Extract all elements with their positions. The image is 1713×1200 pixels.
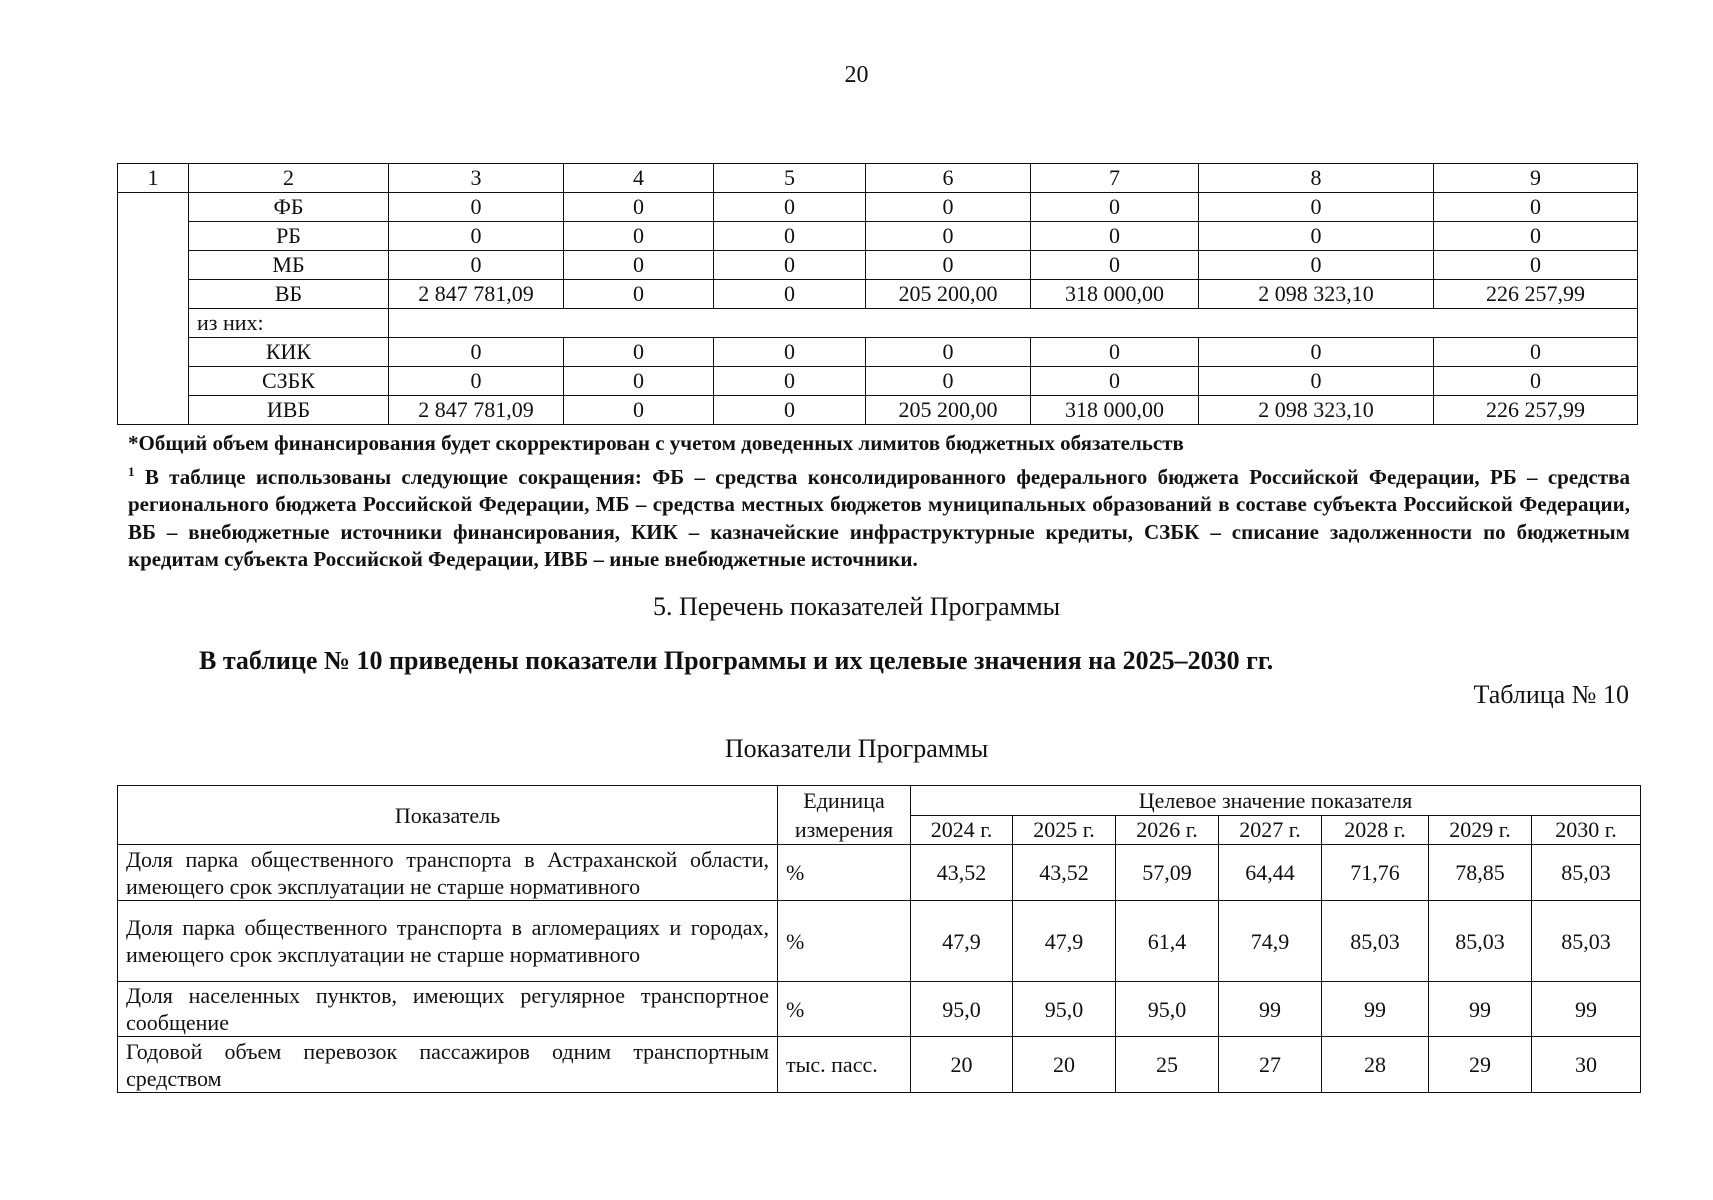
table-row (118, 193, 1638, 222)
year-header: 2027 г. (1219, 815, 1322, 845)
value-cell: 0 (714, 396, 866, 425)
indicator-row (118, 1037, 1641, 1093)
target-value: 57,09 (1116, 845, 1219, 901)
value-cell: 318 000,00 (1031, 396, 1199, 425)
value-cell: 0 (389, 193, 564, 222)
column-number: 9 (1434, 164, 1638, 193)
value-cell: 0 (564, 222, 714, 251)
value-cell: 0 (714, 280, 866, 309)
column-number-row (118, 164, 1638, 193)
value-cell: 0 (564, 251, 714, 280)
value-cell: 0 (564, 338, 714, 367)
value-cell: 0 (1199, 367, 1434, 396)
year-header: 2028 г. (1322, 815, 1429, 845)
table-row (118, 251, 1638, 280)
value-cell: 2 098 323,10 (1199, 280, 1434, 309)
footnotes (128, 430, 1630, 574)
target-value: 95,0 (1116, 982, 1219, 1037)
column-number: 7 (1031, 164, 1199, 193)
source-label: ИВБ (189, 396, 389, 425)
target-value: 29 (1429, 1037, 1532, 1093)
target-value: 95,0 (911, 982, 1013, 1037)
value-cell: 0 (389, 251, 564, 280)
target-value: 99 (1532, 982, 1641, 1037)
value-cell: 0 (1434, 222, 1638, 251)
target-value: 20 (1013, 1037, 1116, 1093)
source-label: ФБ (189, 193, 389, 222)
indicator-name: Доля парка общественного транспорта в агломерациях и городах, имеющего срок эксплуатации не старше нормативного (118, 901, 778, 982)
indicators-table (117, 785, 1641, 1093)
target-value: 25 (1116, 1037, 1219, 1093)
target-value: 99 (1219, 982, 1322, 1037)
empty-span-cell (389, 309, 1638, 338)
value-cell: 0 (564, 367, 714, 396)
indicator-unit: % (778, 901, 911, 982)
financing-note: *Общий объем финансирования будет скорректирован с учетом доведенных лимитов бюджетных обязательств (128, 431, 1184, 455)
value-cell: 226 257,99 (1434, 280, 1638, 309)
value-cell: 0 (866, 367, 1031, 396)
value-cell: 0 (1434, 367, 1638, 396)
target-value: 71,76 (1322, 845, 1429, 901)
indicator-row (118, 845, 1641, 901)
value-cell: 0 (866, 193, 1031, 222)
value-cell: 0 (1031, 338, 1199, 367)
target-value: 47,9 (911, 901, 1013, 982)
column-number: 2 (189, 164, 389, 193)
section-title: 5. Перечень показателей Программы (652, 592, 1061, 621)
value-cell: 2 847 781,09 (389, 280, 564, 309)
target-value: 85,03 (1532, 901, 1641, 982)
value-cell: 0 (389, 367, 564, 396)
column-number: 5 (714, 164, 866, 193)
indicator-name: Доля населенных пунктов, имеющих регулярное транспортное сообщение (118, 982, 778, 1037)
value-cell: 318 000,00 (1031, 280, 1199, 309)
column-number: 3 (389, 164, 564, 193)
target-value: 99 (1429, 982, 1532, 1037)
source-label: из них: (189, 309, 389, 338)
value-cell: 0 (866, 251, 1031, 280)
target-value: 99 (1322, 982, 1429, 1037)
abbreviations-text: В таблице использованы следующие сокращения: ФБ – средства консолидированного федерального бюджета Российской Федерации, РБ – средства регионального бюджета Российской Федерации, МБ – средства местных бюджетов муниципальных образований в составе субъекта Российской Федерации, ВБ – внебюджетные источники финансирования, КИК – казначейские инфраструктурные кредиты, СЗБК – списание задолженности по бюджетным кредитам субъекта Российской Федерации, ИВБ – иные внебюджетные источники. (128, 464, 1630, 571)
source-label: МБ (189, 251, 389, 280)
year-header: 2025 г. (1013, 815, 1116, 845)
value-cell: 0 (1199, 222, 1434, 251)
column-number: 1 (118, 164, 189, 193)
row-group-cell (118, 193, 189, 425)
indicator-unit: тыс. пасс. (778, 1037, 911, 1093)
target-value: 61,4 (1116, 901, 1219, 982)
value-cell: 0 (564, 193, 714, 222)
unit-header: Единица измерения (778, 786, 911, 845)
value-cell: 0 (714, 367, 866, 396)
value-cell: 0 (714, 222, 866, 251)
column-number: 8 (1199, 164, 1434, 193)
year-header: 2029 г. (1429, 815, 1532, 845)
target-value: 43,52 (911, 845, 1013, 901)
indicator-row (118, 901, 1641, 982)
value-cell: 0 (1031, 251, 1199, 280)
value-cell: 0 (1199, 193, 1434, 222)
source-label: СЗБК (189, 367, 389, 396)
value-cell: 0 (714, 251, 866, 280)
target-value: 85,03 (1532, 845, 1641, 901)
abbreviations-note (128, 458, 1630, 574)
target-value: 27 (1219, 1037, 1322, 1093)
target-value: 85,03 (1322, 901, 1429, 982)
table-row (118, 396, 1638, 425)
value-cell: 0 (564, 280, 714, 309)
indicator-header: Показатель (118, 786, 778, 845)
footnote-mark: 1 (128, 463, 135, 479)
column-number: 6 (866, 164, 1031, 193)
indicator-unit: % (778, 845, 911, 901)
value-cell: 2 847 781,09 (389, 396, 564, 425)
value-cell: 205 200,00 (866, 280, 1031, 309)
value-cell: 0 (714, 338, 866, 367)
target-value: 28 (1322, 1037, 1429, 1093)
intro-text: В таблице № 10 приведены показатели Программы и их целевые значения на 2025–2030 гг. (199, 646, 1274, 675)
target-value: 30 (1532, 1037, 1641, 1093)
table-row (118, 367, 1638, 396)
target-value: 78,85 (1429, 845, 1532, 901)
target-value: 20 (911, 1037, 1013, 1093)
column-number: 4 (564, 164, 714, 193)
value-cell: 0 (1031, 367, 1199, 396)
indicator-name: Доля парка общественного транспорта в Астраханской области, имеющего срок эксплуатации не старше нормативного (118, 845, 778, 901)
page-number: 20 (844, 62, 869, 88)
target-value: 95,0 (1013, 982, 1116, 1037)
value-cell: 0 (389, 222, 564, 251)
year-header: 2026 г. (1116, 815, 1219, 845)
value-cell: 0 (564, 396, 714, 425)
source-label: ВБ (189, 280, 389, 309)
target-value: 47,9 (1013, 901, 1116, 982)
value-cell: 0 (1199, 338, 1434, 367)
value-cell: 0 (866, 222, 1031, 251)
table-row (118, 309, 1638, 338)
target-value: 43,52 (1013, 845, 1116, 901)
value-cell: 205 200,00 (866, 396, 1031, 425)
value-cell: 0 (389, 338, 564, 367)
value-cell: 0 (1434, 193, 1638, 222)
source-label: КИК (189, 338, 389, 367)
value-cell: 0 (1434, 338, 1638, 367)
table-row (118, 222, 1638, 251)
indicator-row (118, 982, 1641, 1037)
financing-table (117, 163, 1638, 425)
year-header: 2030 г. (1532, 815, 1641, 845)
value-cell: 2 098 323,10 (1199, 396, 1434, 425)
indicator-name: Годовой объем перевозок пассажиров одним транспортным средством (118, 1037, 778, 1093)
source-label: РБ (189, 222, 389, 251)
target-value: 74,9 (1219, 901, 1322, 982)
table-caption: Показатели Программы (724, 734, 989, 763)
target-header: Целевое значение показателя (911, 786, 1641, 816)
year-header: 2024 г. (911, 815, 1013, 845)
value-cell: 0 (1031, 222, 1199, 251)
value-cell: 0 (714, 193, 866, 222)
value-cell: 0 (866, 338, 1031, 367)
target-value: 64,44 (1219, 845, 1322, 901)
indicator-unit: % (778, 982, 911, 1037)
value-cell: 0 (1031, 193, 1199, 222)
table-row (118, 280, 1638, 309)
value-cell: 0 (1434, 251, 1638, 280)
target-value: 85,03 (1429, 901, 1532, 982)
table-number: Таблица № 10 (1473, 680, 1629, 709)
value-cell: 0 (1199, 251, 1434, 280)
value-cell: 226 257,99 (1434, 396, 1638, 425)
table-row (118, 338, 1638, 367)
